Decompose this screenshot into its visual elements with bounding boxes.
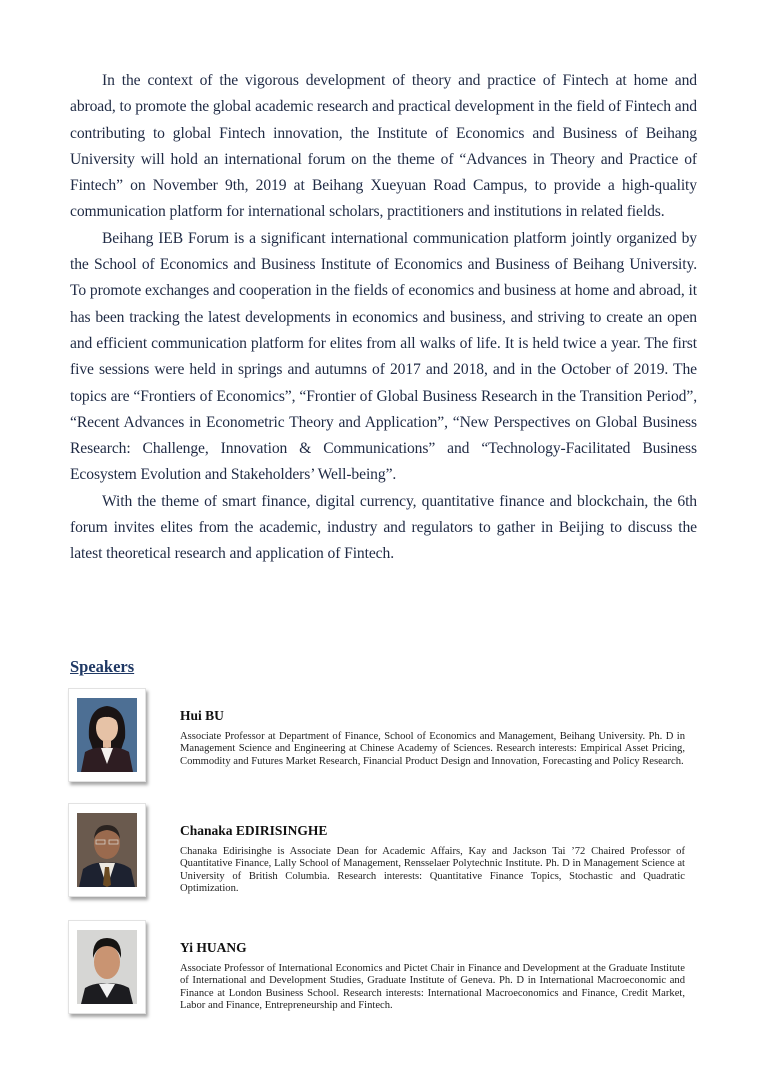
- speaker-name: Yi HUANG: [180, 940, 247, 955]
- speaker-name: Chanaka EDIRISINGHE: [180, 823, 328, 838]
- woman-portrait-icon: [77, 698, 137, 772]
- speaker-photo: [77, 813, 137, 887]
- man-portrait-icon: [77, 930, 137, 1004]
- speaker-bio: Associate Professor of International Economics and Pictet Chair in Finance and Development at the Graduate Institute of International and Development Studies, Graduate Institute of Geneva. Ph. D in International Macroeconomic and Finance at London Business School. Research interests: International Macroeconomics and Finance, Credit Market, Labor and Finance, Entrepreneurship and Fintech.: [180, 963, 685, 1012]
- speaker-photo: [77, 930, 137, 1004]
- speaker-photo: [77, 698, 137, 772]
- speakers-heading: Speakers: [70, 657, 135, 676]
- paragraph-theme: With the theme of smart finance, digital currency, quantitative finance and blockchain, the 6th forum invites elites from the academic, industry and regulators to gather in Beijing to discuss the latest theoretical research and application of Fintech.: [70, 492, 697, 563]
- paragraph-forum-history: Beihang IEB Forum is a significant international communication platform jointly organized by the School of Economics and Business Institute of Economics and Business of Beihang University. To promote exchanges and cooperation in the fields of economics and business at home and abroad, it has been tracking the latest developments in economics and business, and striving to create an open and efficient communication platform for elites from all walks of life. It is held twice a year. The first five sessions were held in springs and autumns of 2017 and 2018, and in the October of 2019. The topics are “Frontiers of Economics”, “Frontier of Global Business Research in the Transition Period”, “Recent Advances in Econometric Theory and Application”, “New Perspectives on Global Business Research: Challenge, Innovation & Communications” and “Technology-Facilitated Business Ecosystem Evolution and Stakeholders’ Well-being”.: [70, 229, 697, 484]
- speaker-bio: Chanaka Edirisinghe is Associate Dean for Academic Affairs, Kay and Jackson Tai ’72 Chaired Professor of Quantitative Finance, Lally School of Management, Rensselaer Polytechnic Institute. Ph. D in Management Science at University of British Columbia. Research interests: Quantitative Finance Topics, Stochastic and Quadratic Optimization.: [180, 846, 685, 895]
- paragraph-intro: In the context of the vigorous development of theory and practice of Fintech at home and abroad, to promote the global academic research and practical development in the field of Fintech and contributing to global Fintech innovation, the Institute of Economics and Business of Beihang University will hold an international forum on the theme of “Advances in Theory and Practice of Fintech” on November 9th, 2019 at Beihang Xueyuan Road Campus, to provide a high-quality communication platform for international scholars, practitioners and institutions in related fields.: [70, 72, 697, 221]
- speaker-photo-frame: [68, 803, 146, 897]
- intro-text: [70, 68, 697, 568]
- speaker-name: Hui BU: [180, 708, 224, 723]
- speaker-bio: Associate Professor at Department of Finance, School of Economics and Management, Beihang University. Ph. D in Management Science and Engineering at Chinese Academy of Sciences. Research interests: Empirical Asset Pricing, Commodity and Futures Market Research, Financial Product Design and Innovation, Forecasting and Policy Research.: [180, 731, 685, 767]
- speaker-photo-frame: [68, 920, 146, 1014]
- man-portrait-icon: [77, 813, 137, 887]
- speaker-photo-frame: [68, 688, 146, 782]
